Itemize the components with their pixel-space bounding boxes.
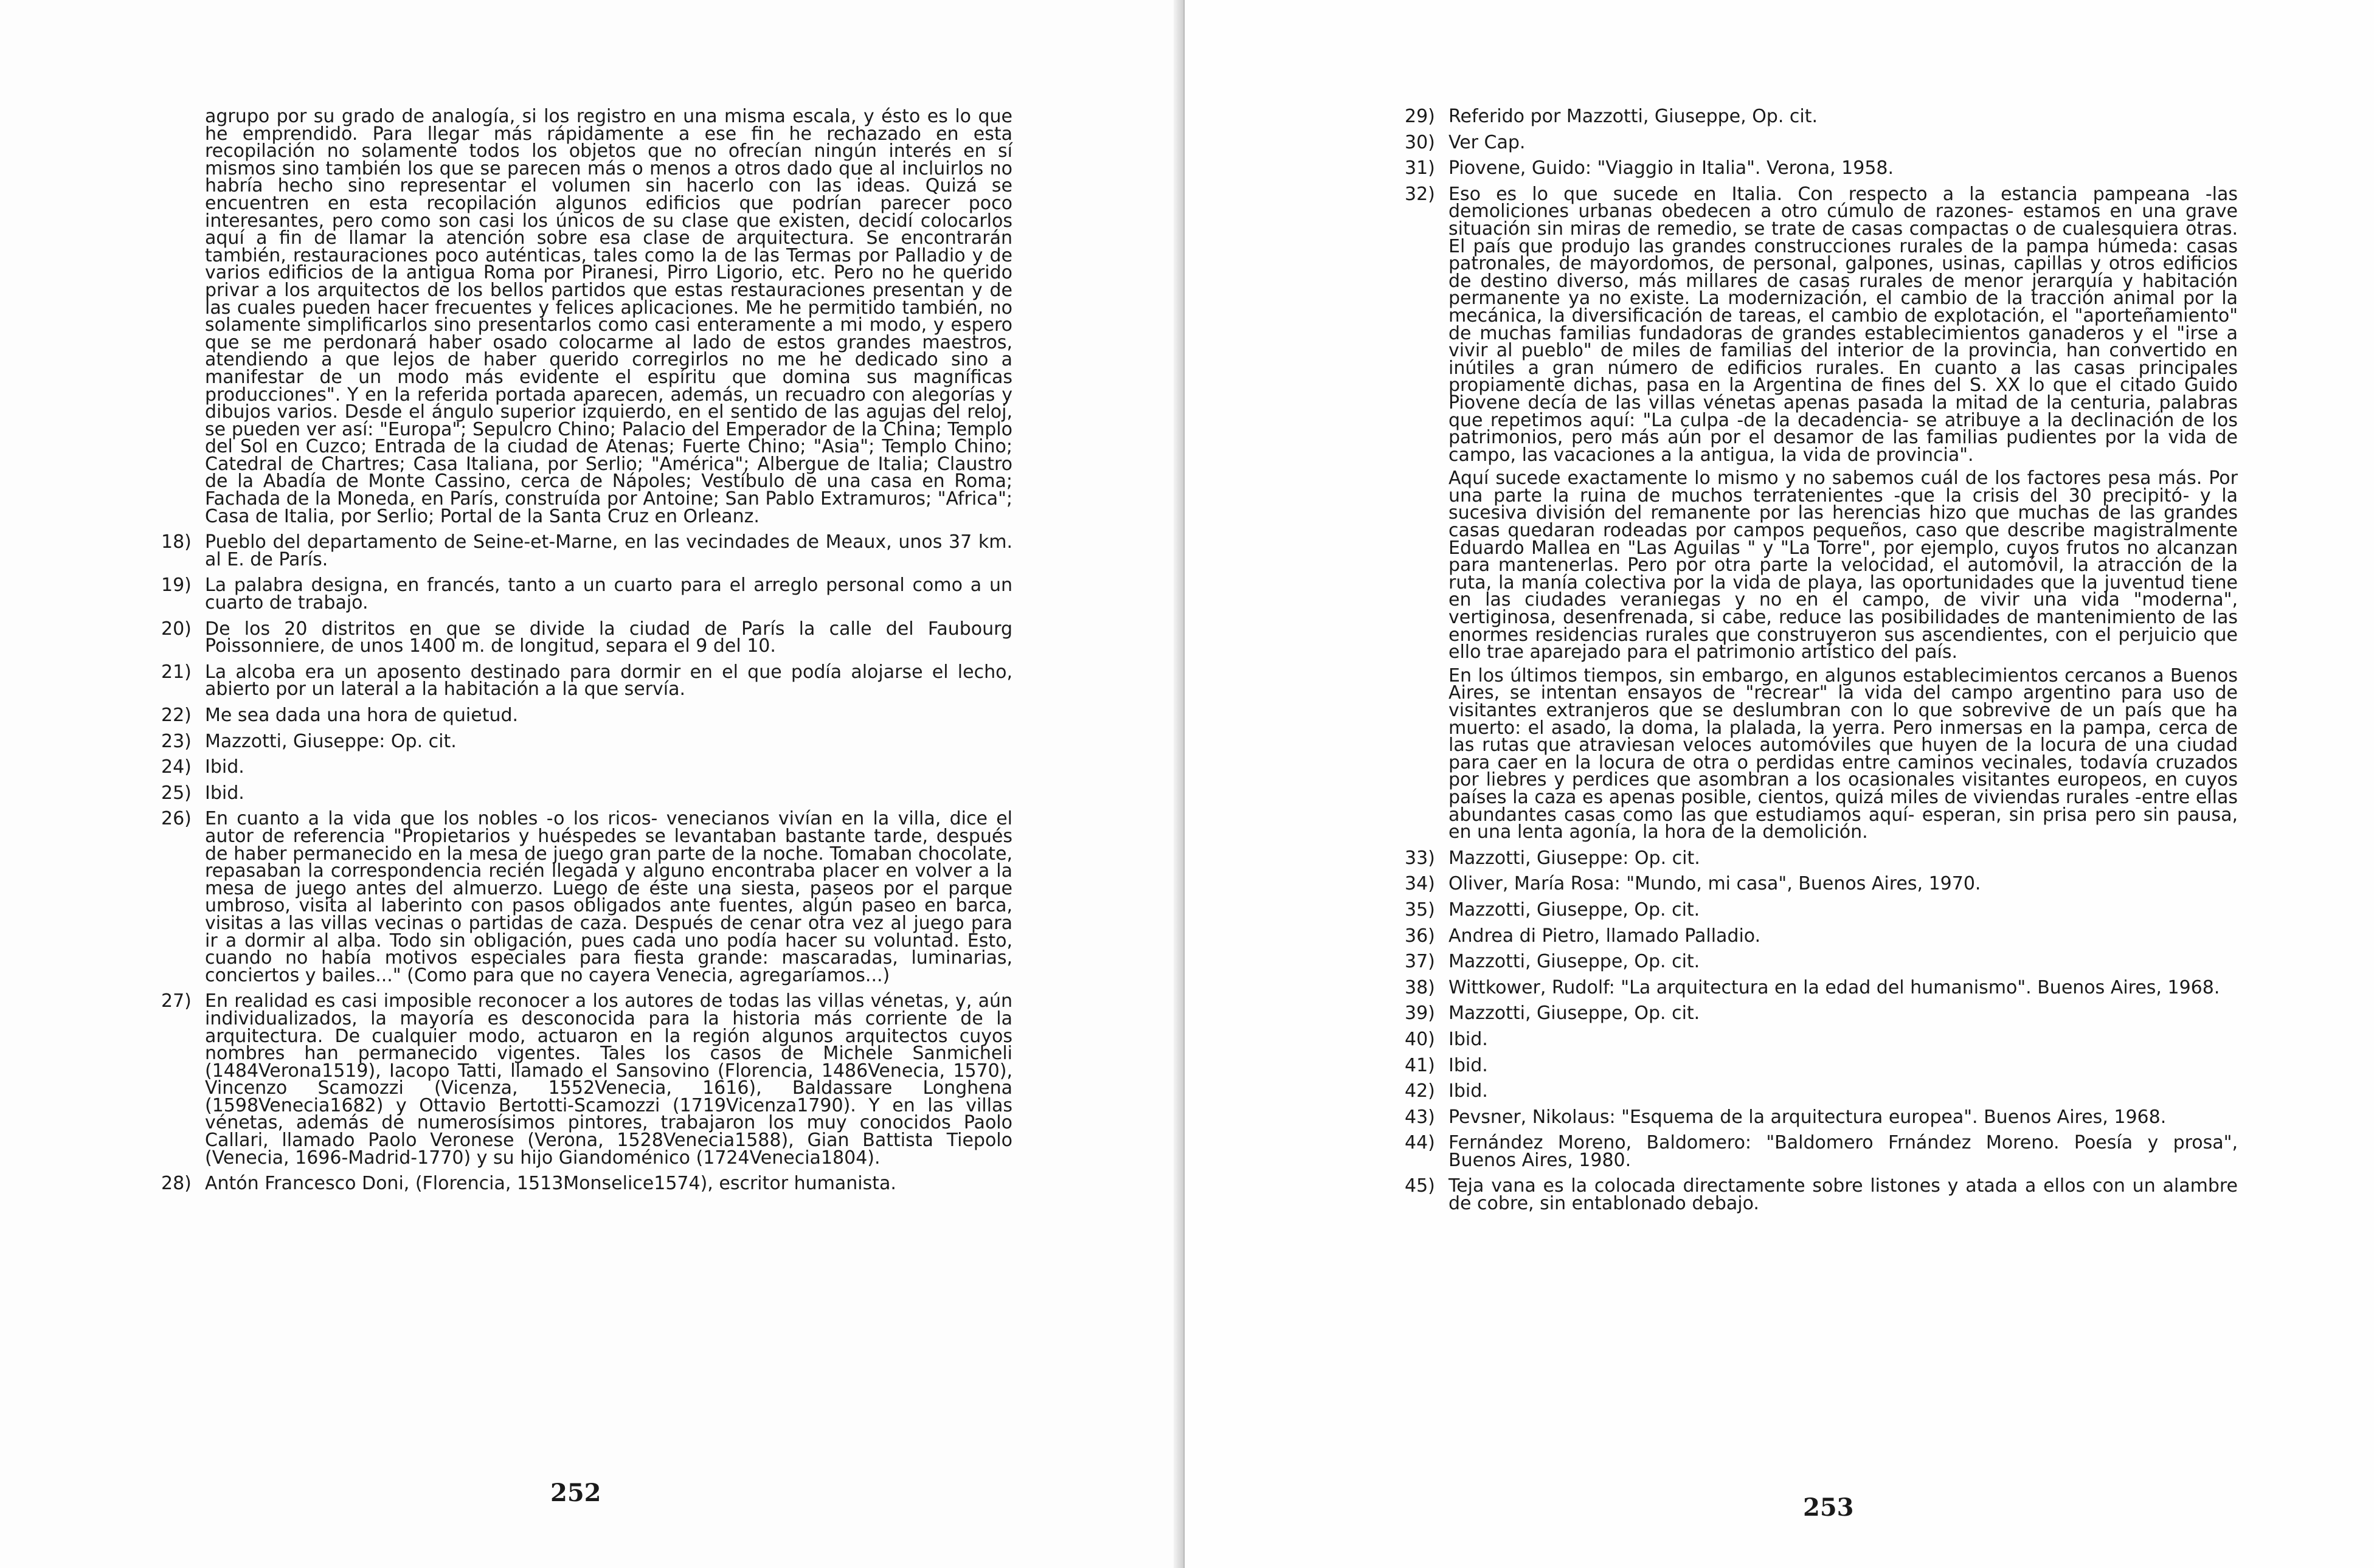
footnote-number: 41) bbox=[1405, 1054, 1435, 1076]
footnote-33 bbox=[1405, 847, 2238, 869]
footnote-text: Fernández Moreno, Baldomero: "Baldomero Frnández Moreno. Poesía y prosa", Buenos Aires, 1980. bbox=[1448, 1132, 2238, 1171]
footnote-text: Oliver, María Rosa: "Mundo, mi casa", Buenos Aires, 1970. bbox=[1448, 873, 1981, 895]
footnote-number: 38) bbox=[1405, 976, 1435, 998]
footnote-text: En realidad es casi imposible reconocer a los autores de todas las villas vénetas, y, aún individualizados, la mayoría es desconocida para la historia más corriente de la arquitectura. De cualquier modo, actuaron en la región algunos arquitectos cuyos nombres han permanecido vigentes. Tales los casos de Michele Sanmicheli (1484Verona1519), Iacopo Tatti, llamado el Sansovino (Florencia, 1486Venecia, 1570), Vincenzo Scamozzi (Vicenza, 1552Venecia, 1616), Baldassare Longhena (1598Venecia1682) y Ottavio Bertotti-Scamozzi (1719Vicenza1790). Y en las villas vénetas, además de numerosísimos pintores, trabajaron los muy conocidos Paolo Callari, llamado Paolo Veronese (Verona, 1528Venecia1588), Gian Battista Tiepolo (Venecia, 1696-Madrid-1770) y su hijo Giandoménico (1724Venecia1804). bbox=[205, 990, 1012, 1169]
page-number-left: 252 bbox=[550, 1479, 601, 1507]
footnote-number: 39) bbox=[1405, 1003, 1435, 1024]
footnote-text: Ver Cap. bbox=[1448, 131, 1526, 153]
footnote-38 bbox=[1405, 976, 2238, 998]
footnote-text: Mazzotti, Giuseppe, Op. cit. bbox=[1448, 899, 1700, 920]
footnote-text: Wittkower, Rudolf: "La arquitectura en la edad del humanismo". Buenos Aires, 1968. bbox=[1448, 976, 2220, 998]
footnote-number: 34) bbox=[1405, 873, 1435, 895]
footnote-number: 21) bbox=[161, 661, 192, 683]
footnote-text: Pueblo del departamento de Seine-et-Marne, en las vecindades de Meaux, unos 37 km. al E. de París. bbox=[205, 531, 1012, 570]
footnote-number: 26) bbox=[161, 808, 192, 830]
footnote-text: La alcoba era un aposento destinado para dormir en el que podía alojarse el lecho, abierto por un lateral a la habitación a la que servía. bbox=[205, 661, 1012, 700]
footnote-text: Me sea dada una hora de quietud. bbox=[205, 705, 519, 726]
right-footnotes-column bbox=[1405, 108, 2238, 1213]
footnote-text: La palabra designa, en francés, tanto a un cuarto para el arreglo personal como a un cuarto de trabajo. bbox=[205, 575, 1012, 614]
footnote-number: 18) bbox=[161, 531, 192, 553]
footnote-44 bbox=[1405, 1132, 2238, 1171]
footnote-36 bbox=[1405, 925, 2238, 947]
footnote-number: 33) bbox=[1405, 847, 1435, 869]
footnote-29 bbox=[1405, 108, 2238, 126]
note-17-continuation: agrupo por su grado de analogía, si los registro en una misma escala, y ésto es lo que he emprendido. Para llegar más rápidamente a ese fin he rechazado en esta recopilación no solamente todos los objetos que no ofrecían ningún interés en sí mismos sino también los que se parecen más o menos a otros dado que al incluirlos no habría hecho sino representar el volumen sin hacerlo con las ideas. Quizá se encuentren en esta recopilación algunos edificios que podrían parecer poco interesantes, pero como son casi los únicos de su clase que existen, decidí colocarlos aquí a fin de llamar la atención sobre esa clase de arquitectura. Se encontrarán también, restauraciones poco auténticas, tales como la de las Termas por Palladio y de varios edificios de la antigua Roma por Piranesi, Pirro Ligorio, etc. Pero no he querido privar a los arquitectos de los bellos partidos que estas restauraciones presentan y de las cuales pueden hacer frecuentes y felices aplicaciones. Me he permitido también, no solamente simplificarlos sino presentarlos como casi enteramente a mi modo, y espero que se me perdonará haber osado colocarme al lado de estos grandes maestros, atendiendo a que lejos de haber querido corregirlos no me he dedicado sino a manifestar de un modo más evidente el espíritu que domina sus magníficas producciones". Y en la referida portada aparecen, además, un recuadro con alegorías y dibujos varios. Desde el ángulo superior izquierdo, en el sentido de las agujas del reloj, se pueden ver así: "Europa"; Sepulcro Chino; Palacio del Emperador de la China; Templo del Sol en Cuzco; Entrada de la ciudad de Atenas; Fuerte Chino; "Asia"; Templo Chino; Catedral de Chartres; Casa Italiana, por Serlio; "América"; Albergue de Italia; Claustro de la Abadía de Monte Cassino, cerca de Nápoles; Vestíbulo de una casa en Roma; Fachada de la Moneda, en París, construída por Antoine; San Pablo Extramuros; "Africa"; Casa de Italia, por Serlio; Portal de la Santa Cruz en Orleanz. bbox=[205, 106, 1012, 527]
footnote-26 bbox=[161, 810, 1012, 984]
footnote-number: 45) bbox=[1405, 1175, 1435, 1197]
footnote-text: Pevsner, Nikolaus: "Esquema de la arquitectura europea". Buenos Aires, 1968. bbox=[1448, 1106, 2167, 1128]
footnote-text: Ibid. bbox=[1448, 1054, 1488, 1076]
footnote-text: Antón Francesco Doni, (Florencia, 1513Monselice1574), escritor humanista. bbox=[205, 1173, 896, 1195]
footnote-number: 28) bbox=[161, 1173, 192, 1195]
footnote-text: En cuanto a la vida que los nobles -o los ricos- venecianos vivían en la villa, dice el autor de referencia "Propietarios y huéspedes se levantaban bastante tarde, después de haber permanecido en la mesa de juego gran parte de la noche. Tomaban chocolate, repasaban la correspondencia recién llegada y alguno encontraba placer en volver a la mesa de juego antes del almuerzo. Luego de éste una siesta, paseos por el parque umbroso, visita al laberinto con pasos obligados ante fuentes, algún paseo en barca, visitas a las villas vecinas o partidas de caza. Después de cenar otra vez al juego para ir a dormir al alba. Todo sin obligación, pues cada uno podía hacer su voluntad. Esto, cuando no había motivos especiales para fiesta grande: mascaradas, luminarias, conciertos y bailes..." (Como para que no cayera Venecia, agregaríamos...) bbox=[205, 808, 1012, 986]
footnote-number: 31) bbox=[1405, 157, 1435, 179]
left-footnotes-column bbox=[161, 108, 1012, 1193]
footnote-number: 35) bbox=[1405, 899, 1435, 920]
footnote-35 bbox=[1405, 899, 2238, 920]
right-page bbox=[1185, 0, 2374, 1568]
footnote-40 bbox=[1405, 1028, 2238, 1050]
footnote-number: 44) bbox=[1405, 1132, 1435, 1154]
footnote-number: 30) bbox=[1405, 131, 1435, 153]
footnote-number: 20) bbox=[161, 618, 192, 640]
footnote-34 bbox=[1405, 873, 2238, 895]
footnote-23 bbox=[161, 730, 1012, 752]
footnote-number: 22) bbox=[161, 705, 192, 726]
footnote-25 bbox=[161, 782, 1012, 804]
footnote-text: Mazzotti, Giuseppe: Op. cit. bbox=[1448, 847, 1700, 869]
footnote-21 bbox=[161, 661, 1012, 700]
footnote-number: 32) bbox=[1405, 183, 1435, 205]
footnote-text: Ibid. bbox=[205, 782, 244, 804]
page-number-right: 253 bbox=[1803, 1493, 1854, 1522]
left-page bbox=[0, 0, 1185, 1568]
footnote-text: Piovene, Guido: "Viaggio in Italia". Verona, 1958. bbox=[1448, 157, 1894, 179]
footnote-text bbox=[1448, 183, 2238, 843]
footnote-41 bbox=[1405, 1054, 2238, 1076]
footnote-22 bbox=[161, 707, 1012, 725]
footnote-18 bbox=[161, 531, 1012, 570]
footnote-number: 24) bbox=[161, 756, 192, 778]
footnote-text: Mazzotti, Giuseppe: Op. cit. bbox=[205, 730, 457, 752]
footnote-text: Mazzotti, Giuseppe, Op. cit. bbox=[1448, 1003, 1700, 1024]
footnote-27 bbox=[161, 990, 1012, 1169]
footnote-number: 37) bbox=[1405, 951, 1435, 973]
footnote-number: 36) bbox=[1405, 925, 1435, 947]
footnote-text: Andrea di Pietro, llamado Palladio. bbox=[1448, 925, 1761, 947]
footnote-24 bbox=[161, 756, 1012, 778]
footnote-text: Ibid. bbox=[1448, 1080, 1488, 1102]
footnote-text: Ibid. bbox=[205, 756, 244, 778]
footnote-39 bbox=[1405, 1005, 2238, 1023]
footnote-19 bbox=[161, 577, 1012, 612]
footnote-32-paragraph-1: Eso es lo que sucede en Italia. Con respecto a la estancia pampeana -las demoliciones urbanas obedecen a otro cúmulo de razones- estamos en una grave situación sin miras de remedio, se trate de casas compactas o de cualesquiera otras. El país que produjo las grandes construcciones rurales de la pampa húmeda: casas patronales, de mayordomos, de personal, galpones, usinas, capillas y otros edificios de destino diverso, más millares de casas rurales de menor jerarquía y habitación permanente ya no existe. La modernización, el cambio de la tracción animal por la mecánica, la diversificación de tareas, el cambio de explotación, el "aporteñamiento" de muchas familias fundadoras de grandes establecimientos ganaderos y el "irse a vivir al pueblo" de miles de familias del interior de la provincia, han convertido en inútiles a gran número de edificios rurales. En cuanto a las casas principales propiamente dichas, pasa en la Argentina de fines del S. XX lo que el citado Guido Piovene decía de las villas vénetas apenas pasada la mitad de la centuria, palabras que repetimos aquí: "La culpa -de la decadencia- se atribuye a la declinación de los patrimonios, pero más aún por el desamor de las familias pudientes por la vida de campo, las vacaciones a la antigua, la vida de provincia". bbox=[1448, 183, 2238, 466]
footnote-28 bbox=[161, 1175, 1012, 1193]
footnote-text: De los 20 distritos en que se divide la ciudad de París la calle del Faubourg Poissonniere, de unos 1400 m. de longitud, separa el 9 del 10. bbox=[205, 618, 1012, 657]
footnote-45 bbox=[1405, 1175, 2238, 1215]
footnote-31 bbox=[1405, 157, 2238, 179]
footnote-30 bbox=[1405, 131, 2238, 153]
footnote-20 bbox=[161, 618, 1012, 657]
footnote-number: 42) bbox=[1405, 1080, 1435, 1102]
footnote-37 bbox=[1405, 953, 2238, 971]
footnote-text: Teja vana es la colocada directamente sobre listones y atada a ellos con un alambre de cobre, sin entablonado debajo. bbox=[1448, 1175, 2238, 1215]
footnote-text: Mazzotti, Giuseppe, Op. cit. bbox=[1448, 951, 1700, 973]
footnote-text: Ibid. bbox=[1448, 1028, 1488, 1050]
footnote-32 bbox=[1405, 183, 2238, 843]
footnote-number: 23) bbox=[161, 730, 192, 752]
footnote-text: Referido por Mazzotti, Giuseppe, Op. cit. bbox=[1448, 106, 1818, 127]
footnote-32-paragraph-2: Aquí sucede exactamente lo mismo y no sabemos cuál de los factores pesa más. Por una parte la ruina de muchos terratenientes -que la crisis del 30 precipitó- y la sucesiva división del remanente por las herencias hizo que muchas de las grandes casas quedaran rodeadas por campos pequeños, caso que describe magistralmente Eduardo Mallea en "Las Aguilas " y "La Torre", por ejemplo, cuyos frutos no alcanzan para mantenerlas. Pero por otra parte la velocidad, el automóvil, la atracción de la ruta, la manía colectiva por la vida de playa, las oportunidades que la juventud tiene en las ciudades veraniegas y no en el campo, de vivir una vida "moderna", vertiginosa, desenfrenada, si cabe, reduce las posibilidades de mantenimiento de las enormes residencias rurales que construyeron sus ascendientes, con el perjuicio que ello trae aparejado para el patrimonio artístico del país. bbox=[1448, 468, 2238, 663]
footnote-42 bbox=[1405, 1080, 2238, 1102]
footnote-43 bbox=[1405, 1106, 2238, 1128]
footnote-number: 29) bbox=[1405, 106, 1435, 127]
footnote-number: 40) bbox=[1405, 1028, 1435, 1050]
footnote-number: 27) bbox=[161, 990, 192, 1012]
footnote-number: 25) bbox=[161, 782, 192, 804]
footnote-number: 43) bbox=[1405, 1106, 1435, 1128]
footnote-32-paragraph-3: En los últimos tiempos, sin embargo, en algunos establecimientos cercanos a Buenos Aires, se intentan ensayos de "recrear" la vida del campo argentino para uso de visitantes extranjeros que se deslumbran con lo que sobrevive de un país que ha muerto: el asado, la doma, la plalada, la yerra. Pero inmersas en la pampa, cerca de las rutas que atraviesan veloces automóviles que huyen de la locura de una ciudad para caer en la locura de otra o perdidas entre caminos vecinales, todavía cruzados por liebres y perdices que asombran a los ocasionales visitantes europeos, en cuyos países la caza es apenas posible, cientos, quizá miles de viviendas rurales -entre ellas abundantes casas como las que estudiamos aquí- esperan, sin prisa pero sin pausa, en una lenta agonía, la hora de la demolición. bbox=[1448, 665, 2238, 843]
footnote-number: 19) bbox=[161, 575, 192, 596]
